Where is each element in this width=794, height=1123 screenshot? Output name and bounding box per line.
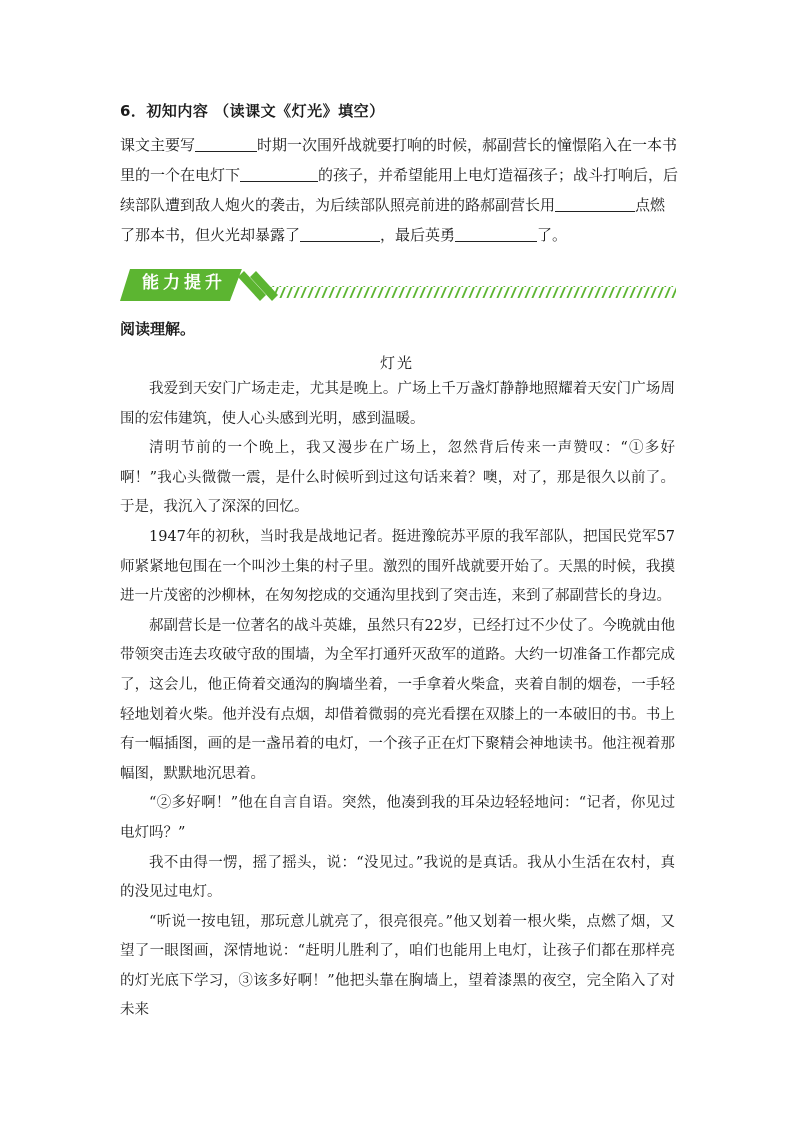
essay-paragraph: “听说一按电钮，那玩意儿就亮了，很亮很亮。”他又划着一根火柴，点燃了烟，又望了一眼图画，深情地说：“赶明儿胜利了，咱们也能用上电灯，让孩子们都在那样亮的灯光底下学习，③该多好啊！”他把头靠在胸墙上，望着漆黑的夜空，完全陷入了对未来 xyxy=(120,913,675,1019)
banner-label: 能力提升 xyxy=(142,273,226,293)
essay-body xyxy=(120,375,675,1026)
question-title: 6．初知内容 （读课文《灯光》填空） xyxy=(120,102,385,120)
question-text-part: 课文主要写 xyxy=(120,136,196,154)
answer-blank-1[interactable] xyxy=(195,133,257,152)
question-text-part: ，最后英勇 xyxy=(380,226,456,244)
question-fill-in-text xyxy=(120,130,680,250)
answer-blank-3[interactable] xyxy=(555,193,635,212)
question-text-part: 的孩子，并希望能用上电灯造福孩子；战斗打响后，后续部队遭到敌人炮火的袭击，为后续部队照亮前进的路郝副营长用 xyxy=(120,166,679,214)
banner-hatch-stripe xyxy=(268,286,676,298)
answer-blank-5[interactable] xyxy=(455,223,537,242)
question-text-part: 时期一次围歼战就要打响的时候，郝副营长的憧憬陷入在一本书里的一个在电灯下 xyxy=(120,136,678,184)
reading-instruction: 阅读理解。 xyxy=(120,320,196,338)
answer-blank-2[interactable] xyxy=(240,163,318,182)
essay-paragraph: 1947年的初秋，当时我是战地记者。挺进豫皖苏平原的我军部队，把国民党军57师紧紧地包围在一个叫沙土集的村子里。激烈的围歼战就要开始了。天黑的时候，我摸进一片茂密的沙柳林，在匆匆挖成的交通沟里找到了突击连，来到了郝副营长的身边。 xyxy=(120,528,675,605)
question-text-part: 了。 xyxy=(537,226,568,244)
section-banner xyxy=(118,263,678,303)
answer-blank-4[interactable] xyxy=(300,223,380,242)
essay-paragraph: 清明节前的一个晚上，我又漫步在广场上，忽然背后传来一声赞叹：“①多好啊！”我心头微微一震，是什么时候听到过这句话来着？噢，对了，那是很久以前了。于是，我沉入了深深的回忆。 xyxy=(120,440,675,516)
essay-paragraph: 我不由得一愣，摇了摇头，说：“没见过。”我说的是真话。我从小生活在农村，真的没见过电灯。 xyxy=(120,854,675,901)
essay-paragraph: 郝副营长是一位著名的战斗英雄，虽然只有22岁，已经打过不少仗了。今晚就由他带领突击连去攻破守敌的围墙，为全军打通歼灭敌军的道路。大约一切准备工作都完成了，这会儿，他正倚着交通沟的胸墙坐着，一手拿着火柴盒，夹着自制的烟卷，一手轻轻地划着火柴。他并没有点烟，却借着微弱的亮光看摆在双膝上的一本破旧的书。书上有一幅插图，画的是一盏吊着的电灯，一个孩子正在灯下聚精会神地读书。他注视着那幅图，默默地沉思着。 xyxy=(120,617,675,782)
essay-paragraph: 我爱到天安门广场走走，尤其是晚上。广场上千万盏灯静静地照耀着天安门广场周围的宏伟建筑，使人心头感到光明，感到温暖。 xyxy=(120,381,675,427)
essay-paragraph: “②多好啊！”他在自言自语。突然，他凑到我的耳朵边轻轻地问：“记者，你见过电灯吗？” xyxy=(120,795,675,841)
question-text-part: 点燃了那本书，但火光却暴露了 xyxy=(120,196,666,244)
essay-title: 灯光 xyxy=(379,354,414,372)
